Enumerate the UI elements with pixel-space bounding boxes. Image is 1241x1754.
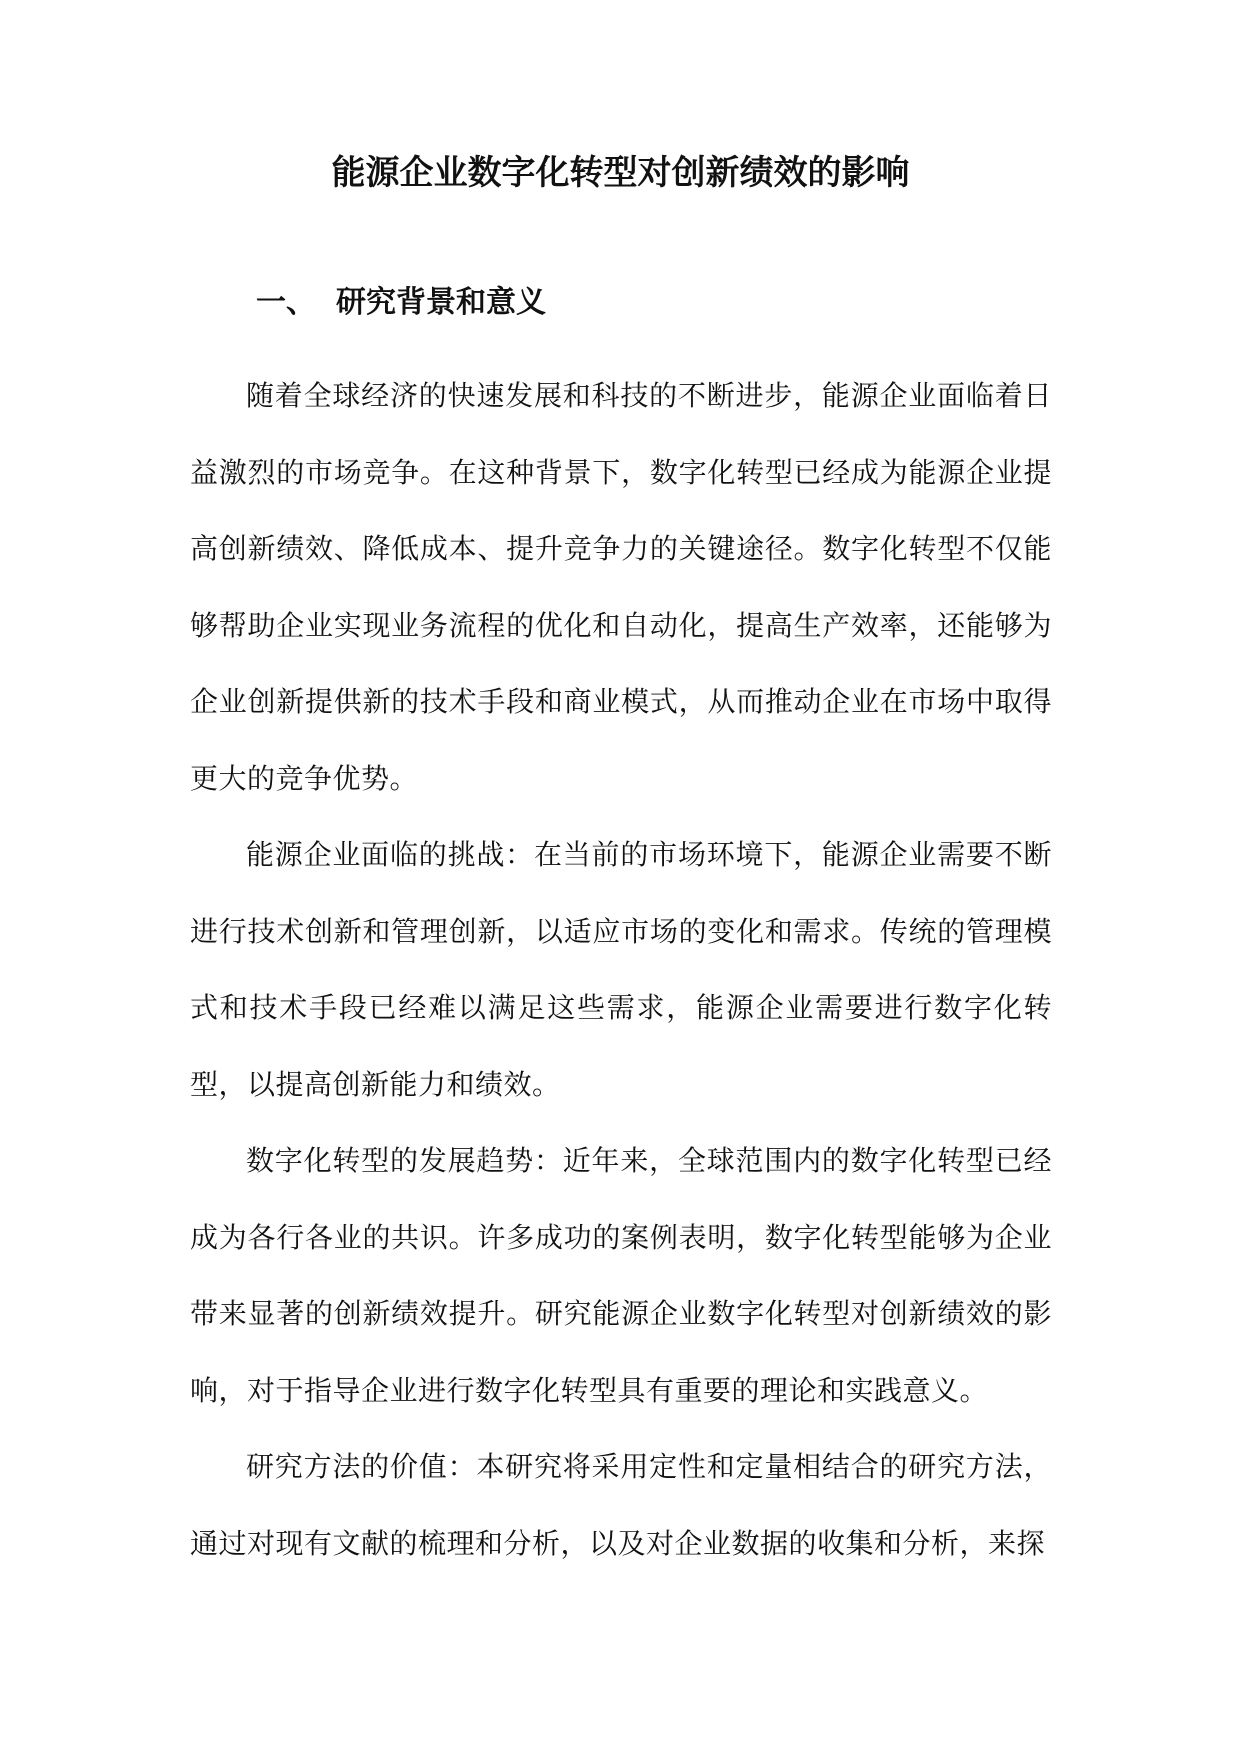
- paragraph: 数字化转型的发展趋势：近年来，全球范围内的数字化转型已经成为各行各业的共识。许多成功的案例表明，数字化转型能够为企业带来显著的创新绩效提升。研究能源企业数字化转型对创新绩效的影响，对于指导企业进行数字化转型具有重要的理论和实践意义。: [190, 1144, 1052, 1407]
- section-number: 一、: [256, 285, 316, 320]
- paragraph: 能源企业面临的挑战：在当前的市场环境下，能源企业需要不断进行技术创新和管理创新，以适应市场的变化和需求。传统的管理模式和技术手段已经难以满足这些需求，能源企业需要进行数字化转型，以提高创新能力和绩效。: [190, 838, 1052, 1101]
- paragraph: 随着全球经济的快速发展和科技的不断进步，能源企业面临着日益激烈的市场竞争。在这种背景下，数字化转型已经成为能源企业提高创新绩效、降低成本、提升竞争力的关键途径。数字化转型不仅能够帮助企业实现业务流程的优化和自动化，提高生产效率，还能够为企业创新提供新的技术手段和商业模式，从而推动企业在市场中取得更大的竞争优势。: [190, 379, 1052, 795]
- body-text: [190, 358, 1052, 1582]
- section-title: 研究背景和意义: [336, 285, 546, 320]
- section-heading: [256, 280, 546, 326]
- paragraph: 研究方法的价值：本研究将采用定性和定量相结合的研究方法，通过对现有文献的梳理和分析，以及对企业数据的收集和分析，来探: [190, 1450, 1052, 1560]
- document-title: 能源企业数字化转型对创新绩效的影响: [331, 153, 910, 193]
